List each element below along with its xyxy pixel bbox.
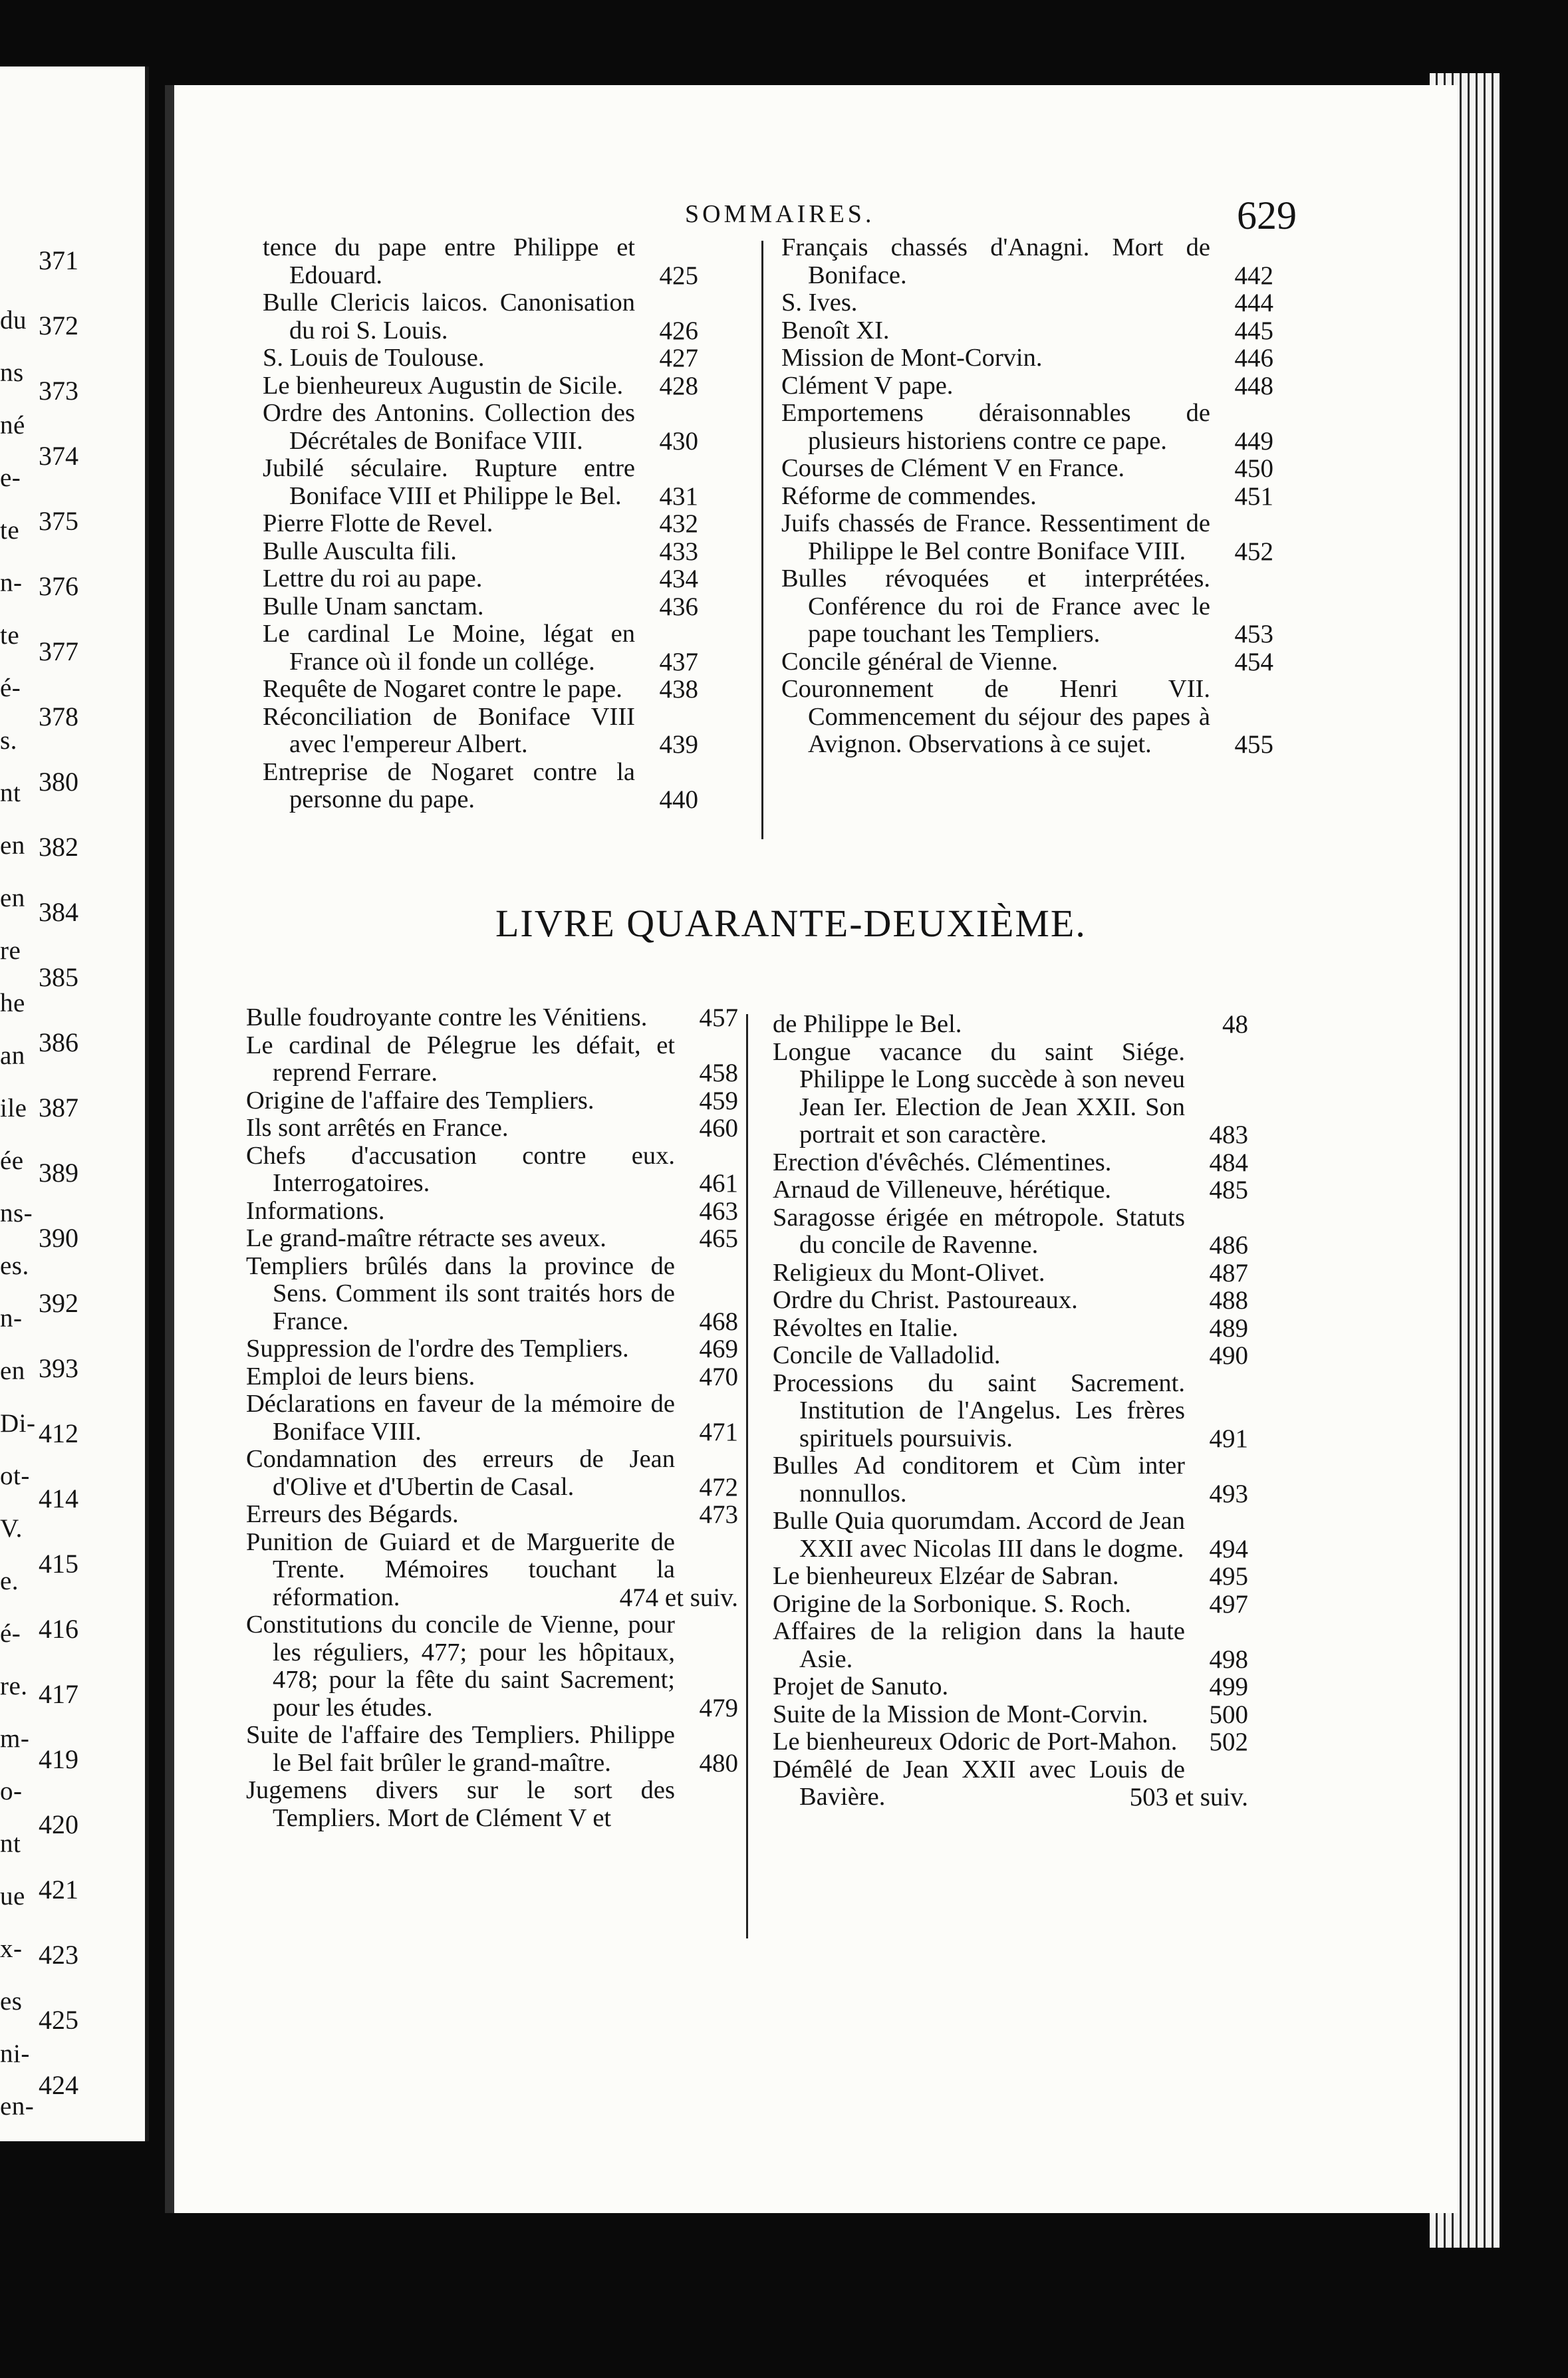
previous-page-number: 420 <box>39 1809 78 1839</box>
contents-entry <box>263 565 698 593</box>
entry-page-number: 449 <box>1234 426 1273 456</box>
contents-entry <box>773 1452 1248 1508</box>
previous-page-fragment: ée <box>0 1146 24 1175</box>
previous-page-fragment: ns <box>0 358 24 387</box>
previous-page-number: 371 <box>39 245 78 275</box>
entry-text: Processions du saint Sacrement. Institution de l'Angelus. Les frères spirituels poursuivis. <box>773 1369 1185 1452</box>
contents-entry <box>263 676 698 704</box>
entry-page-number: 491 <box>1209 1424 1248 1453</box>
entry-text: Réforme de commendes. <box>781 481 1037 510</box>
contents-entry <box>246 1004 738 1032</box>
entry-text: Juifs chassés de France. Ressentiment de Philippe le Bel contre Boniface VIII. <box>781 509 1210 565</box>
entry-page-number: 445 <box>1234 316 1273 345</box>
contents-entry <box>773 1591 1248 1619</box>
contents-entry <box>246 1363 738 1391</box>
entry-text: Ordre des Antonins. Collection des Décrétales de Boniface VIII. <box>263 399 635 455</box>
page-number: 629 <box>1237 194 1297 237</box>
entry-text: Religieux du Mont-Olivet. <box>773 1258 1045 1287</box>
previous-page-fragment: du <box>0 306 27 334</box>
previous-page-fragment: re. <box>0 1672 28 1700</box>
previous-page-fragment: ue <box>0 1882 25 1911</box>
contents-entry <box>263 538 698 566</box>
previous-page-number: 377 <box>39 636 78 666</box>
entry-text: Courses de Clément V en France. <box>781 454 1125 482</box>
previous-page-fragment: te <box>0 621 20 650</box>
entry-text: Le cardinal Le Moine, légat en France où il fonde un collége. <box>263 620 635 676</box>
entry-text: Français chassés d'Anagni. Mort de Boniface. <box>781 233 1210 289</box>
entry-text: Requête de Nogaret contre le pape. <box>263 675 622 703</box>
entry-page-number: 470 <box>699 1362 738 1391</box>
contents-entry <box>773 1039 1248 1149</box>
entry-text: Pierre Flotte de Revel. <box>263 509 493 537</box>
previous-page-fragment: V. <box>0 1514 23 1543</box>
entry-page-number: 455 <box>1234 730 1273 759</box>
entry-text: Punition de Guiard et de Marguerite de Trente. Mémoires touchant la réformation. <box>246 1527 675 1611</box>
previous-page-number: 378 <box>39 702 78 731</box>
entry-page-number: 459 <box>699 1086 738 1115</box>
contents-entry <box>773 1370 1248 1453</box>
previous-page-fragment: te <box>0 516 20 545</box>
entry-text: Mission de Mont-Corvin. <box>781 344 1043 372</box>
entry-text: Bulles révoquées et interprétées. Conférence du roi de France avec le pape touchant les Templiers. <box>781 565 1210 648</box>
contents-entry <box>246 1115 738 1142</box>
previous-page-fragment: ns- <box>0 1199 33 1228</box>
entry-page-number: 473 <box>699 1500 738 1529</box>
previous-page-number: 423 <box>39 1940 78 1970</box>
entry-text: Déclarations en faveur de la mémoire de Boniface VIII. <box>246 1390 675 1446</box>
contents-entry <box>773 1563 1248 1591</box>
contents-column-bottom-right <box>773 1011 1248 1811</box>
entry-page-number: 48 <box>1222 1010 1248 1039</box>
contents-entry <box>773 1287 1248 1315</box>
contents-entry <box>246 1225 738 1253</box>
entry-page-number: 436 <box>659 592 698 621</box>
previous-page-fragment: re <box>0 936 21 965</box>
entry-text: Suite de la Mission de Mont-Corvin. <box>773 1700 1148 1728</box>
entry-page-number: 463 <box>699 1196 738 1226</box>
previous-page-fragment: e- <box>0 463 21 492</box>
contents-entry <box>263 759 698 814</box>
entry-text: Ordre du Christ. Pastoureaux. <box>773 1286 1078 1314</box>
entry-page-number: 438 <box>659 675 698 704</box>
column-rule-bottom <box>746 1014 748 1938</box>
contents-entry <box>773 1011 1248 1039</box>
entry-page-number: 450 <box>1234 454 1273 483</box>
entry-text: S. Louis de Toulouse. <box>263 344 485 372</box>
entry-page-number: 465 <box>699 1224 738 1253</box>
contents-entry <box>246 1390 738 1446</box>
previous-page-fragment: x- <box>0 1934 23 1963</box>
entry-page-number: 499 <box>1209 1672 1248 1701</box>
previous-page-fragment: he <box>0 989 25 1017</box>
previous-page-number: 417 <box>39 1679 78 1709</box>
contents-entry <box>246 1142 738 1198</box>
entry-text: Origine de l'affaire des Templiers. <box>246 1086 594 1115</box>
contents-entry <box>246 1253 738 1336</box>
entry-page-number: 495 <box>1209 1562 1248 1591</box>
entry-text: Démêlé de Jean XXII avec Louis de Bavière. <box>773 1755 1185 1811</box>
previous-page-number: 425 <box>39 2005 78 2035</box>
entry-text: Ils sont arrêtés en France. <box>246 1114 509 1142</box>
previous-page-edge <box>0 66 149 2141</box>
contents-entry <box>246 1446 738 1501</box>
entry-page-number: 488 <box>1209 1286 1248 1315</box>
previous-page-fragment: m- <box>0 1724 30 1753</box>
entry-page-number: 453 <box>1234 620 1273 648</box>
entry-text: Le bienheureux Elzéar de Sabran. <box>773 1562 1119 1590</box>
entry-page-number: 498 <box>1209 1645 1248 1674</box>
previous-page-number: 372 <box>39 311 78 340</box>
previous-page-number: 373 <box>39 376 78 406</box>
entry-text: Le bienheureux Augustin de Sicile. <box>263 371 624 400</box>
entry-text: Entreprise de Nogaret contre la personne du pape. <box>263 757 635 813</box>
previous-page-fragment: n- <box>0 569 23 597</box>
entry-page-number: 468 <box>699 1307 738 1336</box>
previous-page-fragment: né <box>0 411 25 440</box>
entry-page-number: 471 <box>699 1417 738 1446</box>
contents-entry <box>773 1149 1248 1177</box>
entry-text: Bulle Quia quorumdam. Accord de Jean XXII avec Nicolas III dans le dogme. <box>773 1507 1185 1563</box>
entry-text: Jugemens divers sur le sort des Templiers. Mort de Clément V et <box>246 1776 675 1832</box>
entry-page-number: 497 <box>1209 1589 1248 1619</box>
entry-page-number: 493 <box>1209 1479 1248 1508</box>
previous-page-fragment: ni- <box>0 2040 30 2068</box>
previous-page-fragment: n- <box>0 1304 23 1333</box>
entry-text: tence du pape entre Philippe et Edouard. <box>263 233 635 289</box>
contents-entry <box>781 344 1273 372</box>
entry-text: Bulles Ad conditorem et Cùm inter nonnullos. <box>773 1452 1185 1508</box>
contents-entry <box>263 289 698 344</box>
previous-page-number: 384 <box>39 897 78 927</box>
contents-entry <box>263 372 698 400</box>
contents-entry <box>781 648 1273 676</box>
contents-entry <box>263 344 698 372</box>
entry-page-number: 494 <box>1209 1534 1248 1563</box>
entry-page-number: 448 <box>1234 371 1273 400</box>
previous-page-fragment: en- <box>0 2092 35 2121</box>
entry-text: Emportemens déraisonnables de plusieurs historiens contre ce pape. <box>781 399 1210 455</box>
entry-page-number: 458 <box>699 1059 738 1087</box>
entry-text: Le cardinal de Pélegrue les défait, et reprend Ferrare. <box>246 1031 675 1087</box>
entry-text: S. Ives. <box>781 289 858 317</box>
entry-text: Concile de Valladolid. <box>773 1341 1001 1369</box>
contents-entry <box>263 704 698 759</box>
entry-text: Arnaud de Villeneuve, hérétique. <box>773 1176 1112 1204</box>
entry-page-number: 460 <box>699 1114 738 1142</box>
previous-page-number: 424 <box>39 2070 78 2100</box>
entry-page-number: 472 <box>699 1472 738 1502</box>
entry-text: Bulle foudroyante contre les Vénitiens. <box>246 1003 648 1031</box>
entry-page-number: 490 <box>1209 1341 1248 1370</box>
entry-text: Erreurs des Bégards. <box>246 1500 459 1528</box>
entry-text: Concile général de Vienne. <box>781 647 1059 676</box>
contents-column-bottom-left <box>246 1004 738 1832</box>
entry-text: Révoltes en Italie. <box>773 1313 959 1342</box>
entry-page-number: 487 <box>1209 1258 1248 1287</box>
previous-page-number: 376 <box>39 571 78 601</box>
running-head: SOMMAIRES. <box>685 200 875 228</box>
entry-page-number: 500 <box>1209 1700 1248 1729</box>
entry-text: Lettre du roi au pape. <box>263 565 483 593</box>
previous-page-number: 380 <box>39 767 78 797</box>
entry-page-number: 427 <box>659 344 698 372</box>
previous-page-number: 387 <box>39 1093 78 1123</box>
previous-page-number: 386 <box>39 1027 78 1057</box>
entry-page-number: 480 <box>699 1748 738 1778</box>
entry-page-number: 439 <box>659 730 698 759</box>
entry-page-number: 483 <box>1209 1121 1248 1149</box>
contents-entry <box>781 510 1273 565</box>
entry-text: Suite de l'affaire des Templiers. Philippe le Bel fait brûler le grand-maître. <box>246 1721 675 1777</box>
entry-page-number: 433 <box>659 537 698 566</box>
contents-entry <box>781 455 1273 483</box>
entry-page-number: 428 <box>659 371 698 400</box>
entry-page-number: 432 <box>659 509 698 538</box>
entry-text: Informations. <box>246 1196 385 1225</box>
contents-entry <box>781 234 1273 289</box>
previous-page-number: 392 <box>39 1288 78 1318</box>
previous-page-number: 375 <box>39 506 78 536</box>
previous-page-number: 414 <box>39 1484 78 1514</box>
previous-page-number: 389 <box>39 1158 78 1188</box>
contents-column-top-right <box>781 234 1273 759</box>
contents-entry <box>781 565 1273 648</box>
contents-entry <box>773 1342 1248 1370</box>
entry-page-number: 426 <box>659 316 698 345</box>
entry-text: Bulle Clericis laicos. Canonisation du roi S. Louis. <box>263 289 635 344</box>
previous-page-fragment: é- <box>0 1619 21 1648</box>
contents-entry <box>773 1701 1248 1729</box>
previous-page-fragment: ile <box>0 1094 27 1123</box>
entry-page-number: 451 <box>1234 481 1273 511</box>
entry-page-number: 484 <box>1209 1148 1248 1177</box>
contents-entry <box>781 372 1273 400</box>
entry-page-number: 444 <box>1234 289 1273 317</box>
entry-text: Constitutions du concile de Vienne, pour les réguliers, 477; pour les hôpitaux, 478; pour la fête du saint Sacrement; pour les études. <box>246 1611 675 1722</box>
entry-page-number: 486 <box>1209 1231 1248 1259</box>
entry-page-number: 485 <box>1209 1176 1248 1204</box>
contents-entry <box>773 1508 1248 1563</box>
previous-page-fragment: é- <box>0 674 21 702</box>
entry-page-number: 434 <box>659 565 698 593</box>
entry-page-number: 469 <box>699 1335 738 1363</box>
previous-page-number: 390 <box>39 1223 78 1253</box>
previous-page-fragment: es <box>0 1987 23 2016</box>
contents-entry <box>781 289 1273 317</box>
contents-entry <box>773 1673 1248 1701</box>
previous-page-fragment: Di- <box>0 1409 36 1438</box>
contents-entry <box>246 1198 738 1226</box>
previous-page-number: 412 <box>39 1418 78 1448</box>
entry-text: Bulle Ausculta fili. <box>263 537 457 565</box>
contents-entry <box>781 483 1273 511</box>
entry-text: Origine de la Sorbonique. S. Roch. <box>773 1589 1131 1618</box>
previous-page-number: 415 <box>39 1549 78 1579</box>
previous-page-fragment: es. <box>0 1252 29 1280</box>
entry-text: Erection d'évêchés. Clémentines. <box>773 1148 1112 1176</box>
entry-text: Emploi de leurs biens. <box>246 1362 475 1390</box>
column-rule-top <box>761 241 763 839</box>
previous-page-fragment: en <box>0 1357 25 1385</box>
contents-entry <box>773 1259 1248 1287</box>
contents-entry <box>773 1618 1248 1673</box>
contents-entry <box>246 1032 738 1087</box>
previous-page-fragment: ot- <box>0 1462 30 1490</box>
entry-text: de Philippe le Bel. <box>773 1010 962 1038</box>
entry-text: Le grand-maître rétracte ses aveux. <box>246 1224 606 1252</box>
contents-entry <box>246 1501 738 1529</box>
contents-entry <box>773 1728 1248 1756</box>
entry-text: Le bienheureux Odoric de Port-Mahon. <box>773 1728 1178 1756</box>
previous-page-fragment: s. <box>0 726 17 755</box>
entry-page-number: 431 <box>659 481 698 511</box>
previous-page-number: 393 <box>39 1353 78 1383</box>
entry-text: Bulle Unam sanctam. <box>263 592 484 620</box>
contents-entry <box>263 234 698 289</box>
entry-page-number: 474 et suiv. <box>619 1583 738 1612</box>
book-heading: LIVRE QUARANTE-DEUXIÈME. <box>495 902 1087 945</box>
entry-page-number: 503 et suiv. <box>1129 1783 1248 1811</box>
entry-page-number: 440 <box>659 785 698 814</box>
entry-text: Chefs d'accusation contre eux. Interrogatoires. <box>246 1141 675 1197</box>
contents-entry <box>781 317 1273 345</box>
previous-page-number: 374 <box>39 441 78 471</box>
previous-page-number: 385 <box>39 962 78 992</box>
entry-page-number: 489 <box>1209 1313 1248 1343</box>
contents-entry <box>781 676 1273 759</box>
entry-page-number: 430 <box>659 426 698 456</box>
entry-page-number: 461 <box>699 1169 738 1198</box>
entry-page-number: 437 <box>659 647 698 676</box>
entry-page-number: 479 <box>699 1693 738 1722</box>
contents-entry <box>773 1756 1248 1811</box>
previous-page-fragment: en <box>0 884 25 912</box>
entry-text: Couronnement de Henri VII. Commencement du séjour des papes à Avignon. Observations à ce sujet. <box>781 675 1210 758</box>
entry-page-number: 454 <box>1234 647 1273 676</box>
entry-text: Affaires de la religion dans la haute Asie. <box>773 1617 1185 1673</box>
entry-text: Réconciliation de Boniface VIII avec l'empereur Albert. <box>263 702 635 758</box>
contents-entry <box>263 510 698 538</box>
previous-page-fragment: an <box>0 1041 25 1070</box>
entry-page-number: 457 <box>699 1003 738 1032</box>
contents-entry <box>246 1722 738 1777</box>
entry-text: Clément V pape. <box>781 371 954 400</box>
entry-page-number: 452 <box>1234 537 1273 566</box>
contents-entry <box>246 1529 738 1612</box>
contents-entry <box>263 620 698 676</box>
entry-text: Condamnation des erreurs de Jean d'Olive et d'Ubertin de Casal. <box>246 1445 675 1501</box>
contents-entry <box>263 593 698 621</box>
entry-text: Suppression de l'ordre des Templiers. <box>246 1335 629 1363</box>
entry-page-number: 442 <box>1234 261 1273 290</box>
contents-entry <box>246 1087 738 1115</box>
contents-entry <box>773 1176 1248 1204</box>
contents-entry <box>781 400 1273 455</box>
entry-text: Templiers brûlés dans la province de Sens. Comment ils sont traités hors de France. <box>246 1252 675 1335</box>
previous-page-number: 416 <box>39 1614 78 1644</box>
previous-page-fragment: e. <box>0 1567 19 1595</box>
entry-text: Longue vacance du saint Siége. Philippe le Long succède à son neveu Jean Ier. Election de Jean XXII. Son portrait et son caractère. <box>773 1037 1185 1148</box>
contents-entry <box>263 455 698 510</box>
previous-page-number: 421 <box>39 1875 78 1905</box>
previous-page-fragment: en <box>0 831 25 860</box>
entry-text: Jubilé séculaire. Rupture entre Boniface VIII et Philippe le Bel. <box>263 454 635 510</box>
entry-page-number: 502 <box>1209 1728 1248 1756</box>
previous-page-number: 419 <box>39 1744 78 1774</box>
previous-page-fragment: o- <box>0 1777 23 1805</box>
entry-text: Projet de Sanuto. <box>773 1672 949 1700</box>
contents-entry <box>246 1611 738 1722</box>
contents-entry <box>263 400 698 455</box>
contents-entry <box>246 1335 738 1363</box>
previous-page-fragment: nt <box>0 1829 21 1858</box>
previous-page-fragment: nt <box>0 779 21 807</box>
contents-column-top-left <box>263 234 698 814</box>
entry-page-number: 446 <box>1234 344 1273 372</box>
entry-text: Benoît XI. <box>781 316 890 344</box>
previous-page-number: 382 <box>39 832 78 862</box>
contents-entry <box>773 1204 1248 1259</box>
contents-entry <box>773 1315 1248 1343</box>
contents-entry <box>246 1777 738 1832</box>
entry-page-number: 425 <box>659 261 698 290</box>
entry-text: Saragosse érigée en métropole. Statuts du concile de Ravenne. <box>773 1203 1185 1259</box>
